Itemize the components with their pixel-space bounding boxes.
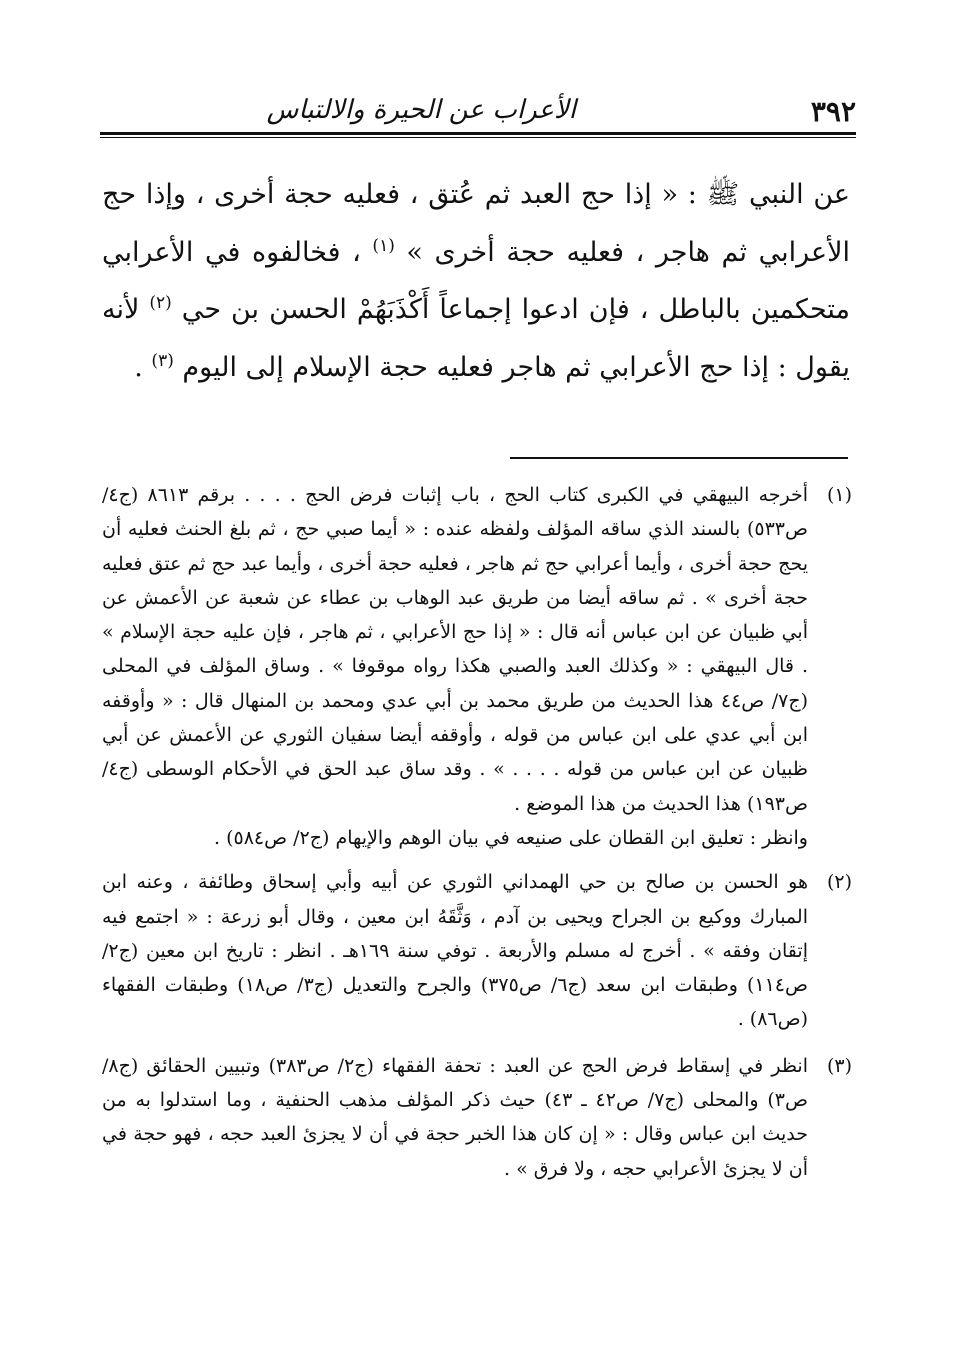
footnote [102, 1049, 852, 1186]
page-header [100, 92, 856, 136]
header-rule-thin [100, 137, 856, 138]
main-text-part: عن النبي ﷺ : « إذا حج العبد ثم عُتق ، فعليه حجة أخرى ، وإذا حج الأعرابي ثم هاجر ، فعليه حجة أخرى » [102, 179, 850, 268]
footnote-number: (١) [826, 484, 852, 506]
footnote-separator [510, 457, 848, 459]
header-rule [100, 132, 856, 135]
footnote-body [102, 1049, 808, 1186]
footnote-ref-1[interactable]: (١) [372, 235, 395, 256]
footnotes [102, 478, 852, 1186]
footnote-number: (٣) [826, 1054, 852, 1077]
footnote-body [102, 865, 808, 1036]
footnote-paragraph: أخرجه البيهقي في الكبرى كتاب الحج ، باب إثبات فرض الحج . . . . برقم ٨٦١٣ (ج٤/ ص٥٣٣) بالسند الذي ساقه المؤلف ولفظه عنده : « أيما صبي حج ، ثم بلغ الحنث فعليه أن يحج حجة أخرى ، وأيما أعرابي حج ثم هاجر ، فعليه حجة أخرى ، وأيما عبد حج ثم عتق فعليه حجة أخرى » . ثم ساقه أيضا من طريق عبد الوهاب بن عطاء عن شعبة عن الأعمش عن أبي ظبيان عن ابن عباس أنه قال : « إذا حج الأعرابي ، ثم هاجر ، فإن عليه حجة الإسلام » . قال البيهقي : « وكذلك العبد والصبي هكذا رواه موقوفا » . وساق المؤلف في المحلى (ج٧/ ص٤٤ هذا الحديث من طريق محمد بن أبي عدي ومحمد بن المنهال قال : « وأوقفه ابن أبي عدي على ابن عباس من قوله ، وأوقفه أيضا سفيان الثوري عن الأعمش عن أبي ظبيان عن ابن عباس من قوله . . . . » . وقد ساق عبد الحق في الأحكام الوسطى (ج٤/ ص١٩٣) هذا الحديث من هذا الموضع . [102, 484, 809, 815]
main-paragraph [102, 166, 850, 396]
running-title: الأعراب عن الحيرة والالتباس [266, 95, 576, 125]
main-text [102, 166, 850, 396]
main-text-part: . [134, 351, 152, 383]
footnote-ref-3[interactable]: (٣) [151, 350, 174, 371]
footnote-paragraph: وانظر : تعليق ابن القطان على صنيعه في بيان الوهم والإيهام (ج٢/ ص٥٨٤) . [214, 826, 808, 849]
footnote-body [102, 478, 808, 855]
footnote [102, 865, 852, 1036]
main-text-part: لأنه يقول : إذا حج الأعرابي ثم هاجر فعليه حجة الإسلام إلى اليوم [102, 294, 850, 383]
footnote-paragraph: هو الحسن بن صالح بن حي الهمداني الثوري عن أبيه وأبي إسحاق وطائفة ، وعنه ابن المبارك ووكيع بن الجراح ويحيى بن آدم ، وَثَّقَهُ ابن معين ، وقال أبو زرعة : « اجتمع فيه إتقان وفقه » . أخرج له مسلم والأربعة . توفي سنة ١٦٩هـ . انظر : تاريخ ابن معين (ج٢/ ص١١٤) وطبقات ابن سعد (ج٦/ ص٣٧٥) والجرح والتعديل (ج٣/ ص١٨) وطبقات الفقهاء (ص٨٦) . [102, 871, 808, 1031]
main-text-part: ، فخالفوه في الأعرابي متحكمين بالباطل ، فإن ادعوا إجماعاً أَكْذَبَهُمْ الحسن بن حي [102, 236, 850, 325]
footnote-paragraph: انظر في إسقاط فرض الحج عن العبد : تحفة الفقهاء (ج٢/ ص٣٨٣) وتبيين الحقائق (ج٨/ ص٣) والمحلى (ج٧/ ص٤٢ ـ ٤٣) حيث ذكر المؤلف مذهب الحنفية ، وما استدلوا به من حديث ابن عباس وقال : « إن كان هذا الخبر حجة في أن لا يجزئ العبد حجه ، فهو حجة في أن لا يجزئ الأعرابي حجه ، ولا فرق » . [102, 1054, 808, 1180]
footnote [102, 478, 852, 855]
footnote-ref-2[interactable]: (٢) [149, 293, 172, 313]
footnote-number: (٢) [826, 871, 852, 894]
page-number: ٣٩٢ [810, 95, 856, 128]
